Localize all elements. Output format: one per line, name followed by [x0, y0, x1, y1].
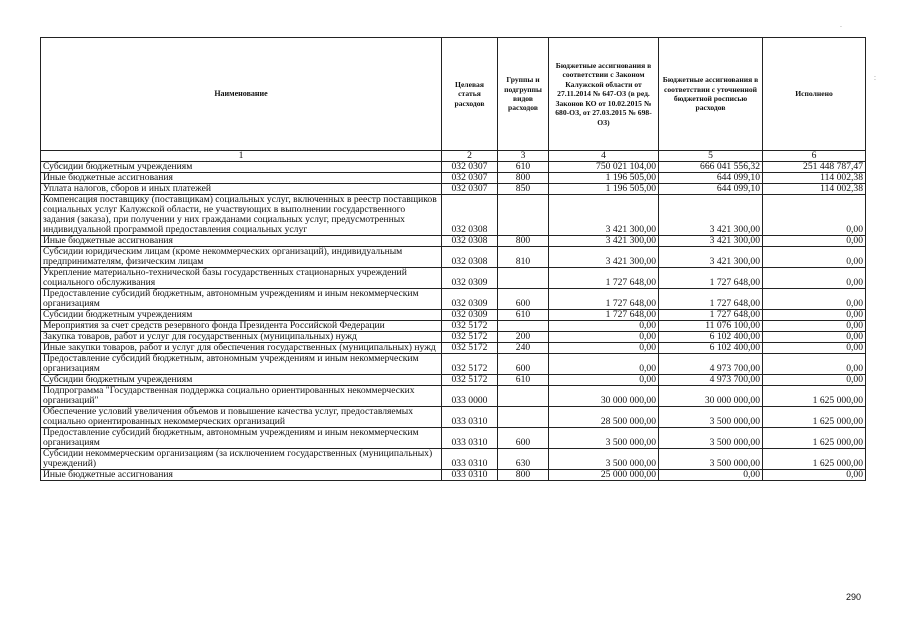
- column-number: 2: [442, 151, 498, 162]
- row-approved-amount: 0,00: [549, 321, 659, 332]
- row-name: Обеспечение условий увеличения объемов и повышение качества услуг, предоставляемых социально ориентированных некоммерческих организаций: [41, 407, 442, 428]
- row-name: Укрепление материально-технической базы государственных стационарных учреждений социального обслуживания: [41, 268, 442, 289]
- row-expense-group: [498, 195, 549, 236]
- scan-mark: .: [840, 22, 842, 29]
- row-target-article: 032 0307: [442, 162, 498, 173]
- row-refined-amount: 3 421 300,00: [659, 195, 763, 236]
- row-approved-amount: 3 421 300,00: [549, 247, 659, 268]
- row-target-article: 032 0308: [442, 247, 498, 268]
- page-number: 290: [846, 592, 862, 602]
- row-approved-amount: 0,00: [549, 375, 659, 386]
- row-executed-amount: 0,00: [763, 470, 866, 481]
- header-approved-budget: Бюджетные ассигнования в соответствии с Законом Калужской области от 27.11.2014 № 647-ОЗ (в ред. Законов КО от 10.02.2015 № 680-ОЗ, от 27.03.2015 № 698-ОЗ): [549, 38, 659, 151]
- row-refined-amount: 644 099,10: [659, 173, 763, 184]
- row-target-article: 032 5172: [442, 343, 498, 354]
- row-refined-amount: 3 500 000,00: [659, 449, 763, 470]
- row-target-article: 032 5172: [442, 321, 498, 332]
- row-executed-amount: 251 448 787,47: [763, 162, 866, 173]
- table-row: [41, 173, 866, 184]
- row-executed-amount: 0,00: [763, 195, 866, 236]
- table-row: [41, 332, 866, 343]
- table-row: [41, 289, 866, 310]
- row-executed-amount: 0,00: [763, 332, 866, 343]
- row-approved-amount: 1 196 505,00: [549, 184, 659, 195]
- row-approved-amount: 0,00: [549, 332, 659, 343]
- table-row: [41, 449, 866, 470]
- row-expense-group: 800: [498, 173, 549, 184]
- row-name: Субсидии юридическим лицам (кроме некоммерческих организаций), индивидуальным предпринимателям, физическим лицам: [41, 247, 442, 268]
- budget-table: [40, 37, 866, 481]
- row-name: Предоставление субсидий бюджетным, автономным учреждениям и иным некоммерческим организациям: [41, 428, 442, 449]
- row-expense-group: 240: [498, 343, 549, 354]
- row-executed-amount: 0,00: [763, 310, 866, 321]
- row-refined-amount: 4 973 700,00: [659, 354, 763, 375]
- row-name: Предоставление субсидий бюджетным, автономным учреждениям и иным некоммерческим организациям: [41, 354, 442, 375]
- row-expense-group: 800: [498, 236, 549, 247]
- table-row: [41, 470, 866, 481]
- row-refined-amount: 11 076 100,00: [659, 321, 763, 332]
- row-expense-group: [498, 268, 549, 289]
- row-executed-amount: 0,00: [763, 354, 866, 375]
- row-refined-amount: 30 000 000,00: [659, 386, 763, 407]
- row-refined-amount: 3 421 300,00: [659, 247, 763, 268]
- table-row: [41, 407, 866, 428]
- row-approved-amount: 28 500 000,00: [549, 407, 659, 428]
- row-name: Предоставление субсидий бюджетным, автономным учреждениям и иным некоммерческим организациям: [41, 289, 442, 310]
- row-expense-group: 600: [498, 354, 549, 375]
- column-number: 4: [549, 151, 659, 162]
- row-target-article: 033 0310: [442, 428, 498, 449]
- row-approved-amount: 25 000 000,00: [549, 470, 659, 481]
- header-target-article: Целевая статья расходов: [442, 38, 498, 151]
- row-refined-amount: 3 500 000,00: [659, 407, 763, 428]
- row-target-article: 033 0000: [442, 386, 498, 407]
- row-approved-amount: 3 500 000,00: [549, 449, 659, 470]
- row-expense-group: 630: [498, 449, 549, 470]
- row-refined-amount: 3 421 300,00: [659, 236, 763, 247]
- row-executed-amount: 114 002,38: [763, 184, 866, 195]
- row-executed-amount: 0,00: [763, 247, 866, 268]
- row-name: Иные бюджетные ассигнования: [41, 470, 442, 481]
- row-approved-amount: 1 727 648,00: [549, 310, 659, 321]
- row-executed-amount: 1 625 000,00: [763, 407, 866, 428]
- row-name: Иные закупки товаров, работ и услуг для обеспечения государственных (муниципальных) нужд: [41, 343, 442, 354]
- row-name: Подпрограмма "Государственная поддержка социально ориентированных некоммерческих организаций": [41, 386, 442, 407]
- column-number: 1: [41, 151, 442, 162]
- column-numbers-row: [41, 151, 866, 162]
- row-name: Иные бюджетные ассигнования: [41, 173, 442, 184]
- row-name: Субсидии некоммерческим организациям (за исключением государственных (муниципальных) учреждений): [41, 449, 442, 470]
- row-target-article: 032 0307: [442, 184, 498, 195]
- table-row: [41, 268, 866, 289]
- row-name: Закупка товаров, работ и услуг для государственных (муниципальных) нужд: [41, 332, 442, 343]
- row-expense-group: 600: [498, 289, 549, 310]
- table-row: [41, 343, 866, 354]
- row-refined-amount: 644 099,10: [659, 184, 763, 195]
- row-expense-group: 800: [498, 470, 549, 481]
- row-approved-amount: 3 421 300,00: [549, 195, 659, 236]
- row-refined-amount: 4 973 700,00: [659, 375, 763, 386]
- row-executed-amount: 114 002,38: [763, 173, 866, 184]
- table-row: [41, 162, 866, 173]
- table-row: [41, 236, 866, 247]
- table-row: [41, 375, 866, 386]
- row-executed-amount: 0,00: [763, 268, 866, 289]
- row-executed-amount: 0,00: [763, 289, 866, 310]
- row-executed-amount: 0,00: [763, 375, 866, 386]
- header-refined-budget: Бюджетные ассигнования в соответствии с уточненной бюджетной росписью расходов: [659, 38, 763, 151]
- row-expense-group: 600: [498, 428, 549, 449]
- row-approved-amount: 3 421 300,00: [549, 236, 659, 247]
- row-executed-amount: 0,00: [763, 236, 866, 247]
- row-expense-group: 200: [498, 332, 549, 343]
- row-target-article: 032 5172: [442, 375, 498, 386]
- row-expense-group: 610: [498, 162, 549, 173]
- row-approved-amount: 1 727 648,00: [549, 289, 659, 310]
- row-target-article: 032 0309: [442, 268, 498, 289]
- row-name: Уплата налогов, сборов и иных платежей: [41, 184, 442, 195]
- table-row: [41, 354, 866, 375]
- row-refined-amount: 3 500 000,00: [659, 428, 763, 449]
- row-target-article: 033 0310: [442, 470, 498, 481]
- row-name: Мероприятия за счет средств резервного фонда Президента Российской Федерации: [41, 321, 442, 332]
- column-number: 5: [659, 151, 763, 162]
- row-expense-group: 610: [498, 310, 549, 321]
- row-name: Субсидии бюджетным учреждениям: [41, 162, 442, 173]
- row-expense-group: [498, 407, 549, 428]
- row-target-article: 032 0307: [442, 173, 498, 184]
- table-row: [41, 247, 866, 268]
- table-row: [41, 321, 866, 332]
- header-expense-groups: Группы и подгруппы видов расходов: [498, 38, 549, 151]
- scan-mark: :: [874, 75, 876, 82]
- row-approved-amount: 30 000 000,00: [549, 386, 659, 407]
- header-row: [41, 38, 866, 151]
- row-executed-amount: 1 625 000,00: [763, 386, 866, 407]
- row-refined-amount: 1 727 648,00: [659, 268, 763, 289]
- row-target-article: 032 0308: [442, 236, 498, 247]
- row-refined-amount: 1 727 648,00: [659, 289, 763, 310]
- row-approved-amount: 3 500 000,00: [549, 428, 659, 449]
- row-approved-amount: 1 196 505,00: [549, 173, 659, 184]
- row-target-article: 032 5172: [442, 332, 498, 343]
- row-name: Компенсация поставщику (поставщикам) социальных услуг, включенных в реестр поставщиков социальных услуг Калужской области, не участвующих в выполнении государственного задания (заказа), при получении у них гражданами социальных услуг, предусмотренных индивидуальной программой предоставления социальных услуг: [41, 195, 442, 236]
- row-name: Иные бюджетные ассигнования: [41, 236, 442, 247]
- row-target-article: 033 0310: [442, 407, 498, 428]
- row-target-article: 032 0308: [442, 195, 498, 236]
- row-target-article: 032 0309: [442, 289, 498, 310]
- header-name: Наименование: [41, 38, 442, 151]
- row-expense-group: 610: [498, 375, 549, 386]
- table-row: [41, 386, 866, 407]
- row-name: Субсидии бюджетным учреждениям: [41, 310, 442, 321]
- table-row: [41, 184, 866, 195]
- row-name: Субсидии бюджетным учреждениям: [41, 375, 442, 386]
- row-executed-amount: 1 625 000,00: [763, 428, 866, 449]
- table-row: [41, 195, 866, 236]
- row-refined-amount: 666 041 556,32: [659, 162, 763, 173]
- row-approved-amount: 0,00: [549, 354, 659, 375]
- row-expense-group: [498, 386, 549, 407]
- row-target-article: 033 0310: [442, 449, 498, 470]
- header-executed: Исполнено: [763, 38, 866, 151]
- row-expense-group: [498, 321, 549, 332]
- row-refined-amount: 1 727 648,00: [659, 310, 763, 321]
- column-number: 3: [498, 151, 549, 162]
- table-row: [41, 428, 866, 449]
- row-executed-amount: 0,00: [763, 343, 866, 354]
- row-refined-amount: 0,00: [659, 470, 763, 481]
- row-expense-group: 850: [498, 184, 549, 195]
- row-approved-amount: 1 727 648,00: [549, 268, 659, 289]
- row-refined-amount: 6 102 400,00: [659, 332, 763, 343]
- row-approved-amount: 0,00: [549, 343, 659, 354]
- row-target-article: 032 0309: [442, 310, 498, 321]
- row-executed-amount: 0,00: [763, 321, 866, 332]
- row-refined-amount: 6 102 400,00: [659, 343, 763, 354]
- row-expense-group: 810: [498, 247, 549, 268]
- row-target-article: 032 5172: [442, 354, 498, 375]
- row-approved-amount: 750 021 104,00: [549, 162, 659, 173]
- row-executed-amount: 1 625 000,00: [763, 449, 866, 470]
- table-row: [41, 310, 866, 321]
- column-number: 6: [763, 151, 866, 162]
